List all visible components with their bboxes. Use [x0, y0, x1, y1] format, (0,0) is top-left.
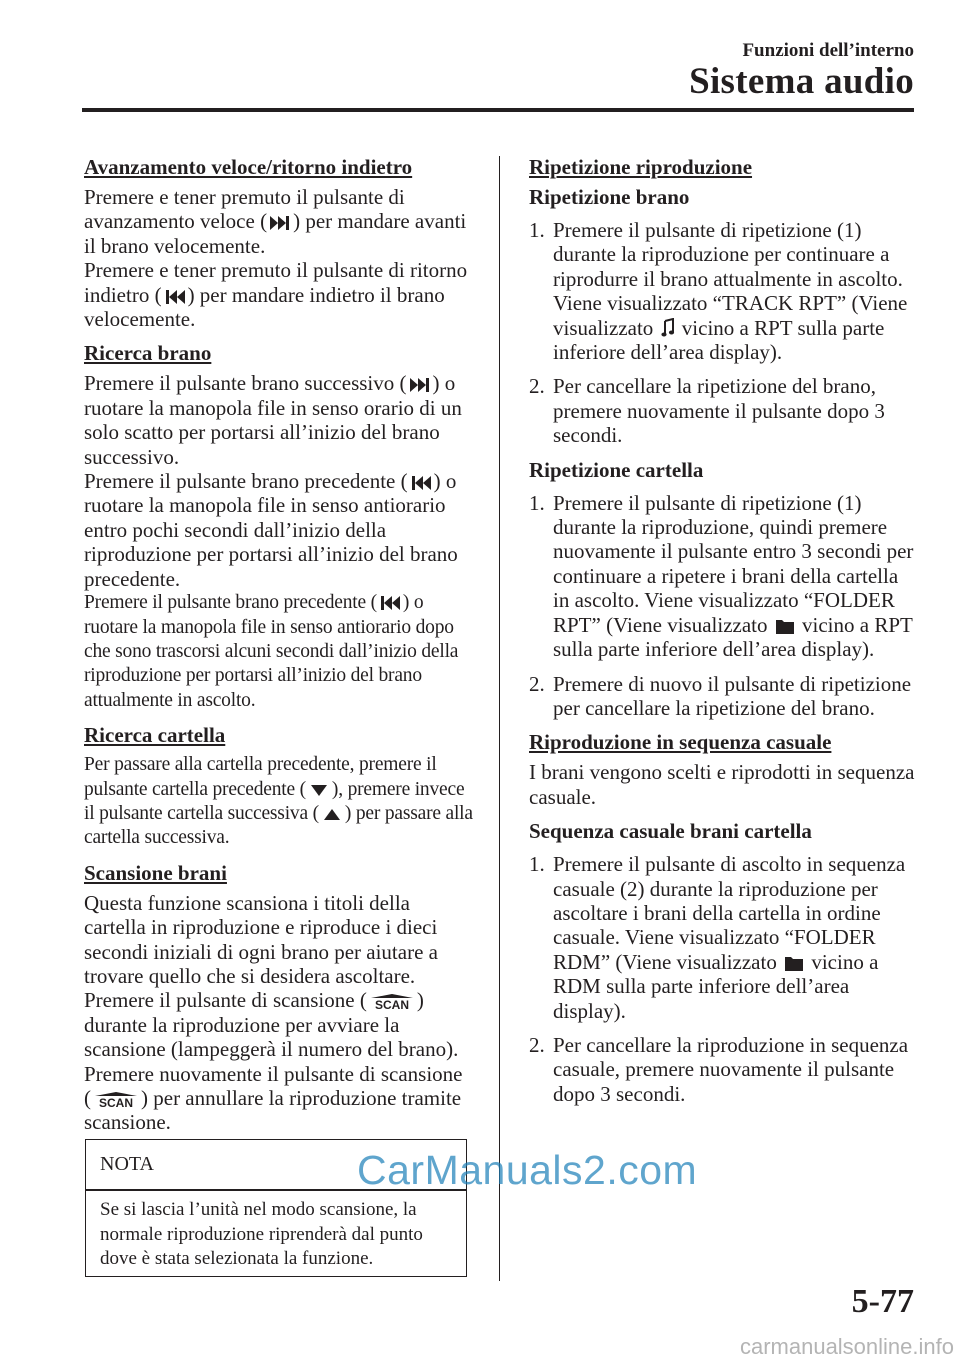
text: ) per mandare indietro il brano velocemente.	[84, 282, 445, 332]
text: ) o ruotare la manopola file in senso orario di un solo scatto per portarsi all’inizio del brano successivo.	[84, 371, 462, 469]
text: ) per annullare la riproduzione tramite scansione.	[84, 1086, 462, 1135]
right-column	[529, 155, 919, 1116]
heading-random-playback: Riproduzione in sequenza casuale	[529, 730, 832, 755]
text: ) per passare alla cartella successiva.	[84, 802, 473, 849]
list-number: 2.	[529, 671, 545, 696]
heading-repeat-playback: Ripetizione riproduzione	[529, 155, 753, 179]
list-text	[553, 491, 919, 662]
svg-text:SCAN: SCAN	[98, 1096, 134, 1108]
subheading-folder-random: Sequenza casuale brani cartella	[529, 819, 812, 844]
list-folder-repeat	[529, 491, 919, 721]
paragraph-next-track	[84, 371, 474, 591]
list-number: 1.	[529, 218, 545, 242]
text: ), premere invece il pulsante cartella successiva (	[84, 778, 465, 824]
list-number: 2.	[529, 1032, 545, 1057]
list-item	[529, 374, 919, 447]
folder-up-icon	[321, 806, 343, 822]
list-text: Premere di nuovo il pulsante di ripetizione per cancellare la ripetizione del brano.	[553, 671, 912, 720]
folder-down-icon	[308, 782, 330, 798]
chapter-label: Funzioni dell’interno	[742, 40, 914, 61]
rewind-icon	[410, 475, 432, 491]
text: Premere e tener premuto il pulsante di ritorno indietro (	[84, 258, 468, 307]
list-track-repeat	[529, 218, 919, 448]
text: Premere e tener premuto il pulsante di avanzamento veloce (	[84, 185, 405, 234]
list-number: 1.	[529, 852, 545, 877]
list-text: Per cancellare la riproduzione in sequenza casuale, premere nuovamente il pulsante dopo 3 secondi.	[553, 1032, 909, 1106]
paragraph-random: I brani vengono scelti e riprodotti in sequenza casuale.	[529, 760, 915, 809]
text: Premere il pulsante di ascolto in sequenza casuale (2) durante la riproduzione per ascoltare i brani della cartella in ordine casuale. Viene visualizzato “FOLDER RDM” (Viene visualizzato	[553, 852, 906, 974]
text: vicino a RDM sulla parte inferiore dell’area display).	[553, 949, 879, 1023]
list-text	[553, 218, 919, 364]
list-item	[529, 491, 919, 662]
heading-fast-forward-rewind: Avanzamento veloce/ritorno indietro	[84, 155, 413, 179]
text: Premere il pulsante brano successivo (	[84, 371, 407, 396]
note-body: Se si lascia l’unità nel modo scansione, la normale riproduzione riprenderà dal punto dove è stata selezionata la funzione.	[100, 1199, 423, 1269]
text: vicino a RPT sulla parte inferiore dell’area display).	[553, 315, 885, 365]
svg-text:SCAN: SCAN	[374, 998, 409, 1011]
paragraph-current-track	[84, 591, 474, 713]
text: ) durante la riproduzione per avviare la scansione (lampeggerà il numero del brano). Premere nuovamente il pulsante di scansione (	[84, 988, 463, 1110]
list-text: Per cancellare la ripetizione del brano, premere nuovamente il pulsante dopo 3 secondi.	[553, 374, 885, 448]
text: Per passare alla cartella precedente, premere il pulsante cartella precedente (	[84, 754, 437, 800]
watermark: CarManuals2.com	[357, 1147, 698, 1193]
text: Premere il pulsante di ripetizione (1) durante la riproduzione, quindi premere nuovamente il pulsante entro 3 secondi per continuare a ripetere i brani della cartella in ascolto. Viene visualizzato “FOLDER RPT” (Viene visualizzato	[553, 490, 914, 637]
footer-watermark: carmanualsonline.info	[739, 1334, 954, 1359]
paragraph-folder-search	[84, 753, 474, 851]
list-item	[529, 852, 919, 1023]
list-text	[553, 852, 919, 1023]
column-divider	[499, 156, 500, 1281]
scan-icon	[369, 993, 415, 1010]
folder-icon	[784, 954, 804, 972]
text: ) o ruotare la manopola file in senso antiorario dopo che sono trascorsi alcuni secondi dall’inizio della riproduzione per portarsi all’inizio del brano attualmente in ascolto.	[84, 592, 459, 711]
list-item	[529, 218, 919, 364]
fast-forward-icon	[409, 377, 431, 393]
fast-forward-icon	[269, 215, 291, 231]
list-folder-random	[529, 852, 919, 1106]
list-number: 2.	[529, 374, 545, 399]
text: vicino a RPT sulla parte inferiore dell’area display).	[553, 612, 913, 662]
folder-icon	[775, 617, 795, 635]
section-title: Sistema audio	[689, 61, 914, 102]
rewind-icon	[164, 289, 186, 305]
rewind-icon	[379, 595, 401, 611]
left-column	[84, 155, 474, 1145]
paragraph-scan	[84, 891, 474, 1135]
subheading-folder-repeat: Ripetizione cartella	[529, 457, 704, 482]
list-number: 1.	[529, 490, 545, 515]
page-number: 5-77	[851, 1283, 914, 1320]
note-heading: NOTA	[100, 1153, 154, 1175]
music-note-icon	[661, 318, 675, 338]
text: ) per mandare avanti il brano velocemente.	[84, 209, 467, 258]
text: ) o ruotare la manopola file in senso antiorario entro pochi secondi dall’inizio della riproduzione per portarsi all’inizio del brano precedente.	[84, 469, 458, 591]
scan-icon	[93, 1091, 139, 1108]
list-item	[529, 1033, 919, 1106]
text: Premere il pulsante di ripetizione (1) durante la riproduzione per continuare a riprodurre il brano attualmente in ascolto. Viene visualizzato “TRACK RPT” (Viene visualizzato	[553, 218, 908, 340]
text: Premere il pulsante brano precedente (	[84, 469, 408, 494]
heading-folder-search: Ricerca cartella	[84, 723, 226, 748]
heading-scan: Scansione brani	[84, 860, 227, 885]
text: Premere il pulsante brano precedente (	[84, 592, 377, 614]
text: Questa funzione scansiona i titoli della cartella in riproduzione e riproduce i dieci secondi iniziali di ogni brano per aiutare a trovare quello che si desidera ascoltare. Premere il pulsante di scansione (	[84, 890, 438, 1013]
subheading-track-repeat: Ripetizione brano	[529, 185, 690, 209]
heading-track-search: Ricerca brano	[84, 341, 212, 366]
header-rule	[82, 108, 914, 112]
list-item	[529, 672, 919, 721]
paragraph-fast-forward	[84, 185, 474, 331]
